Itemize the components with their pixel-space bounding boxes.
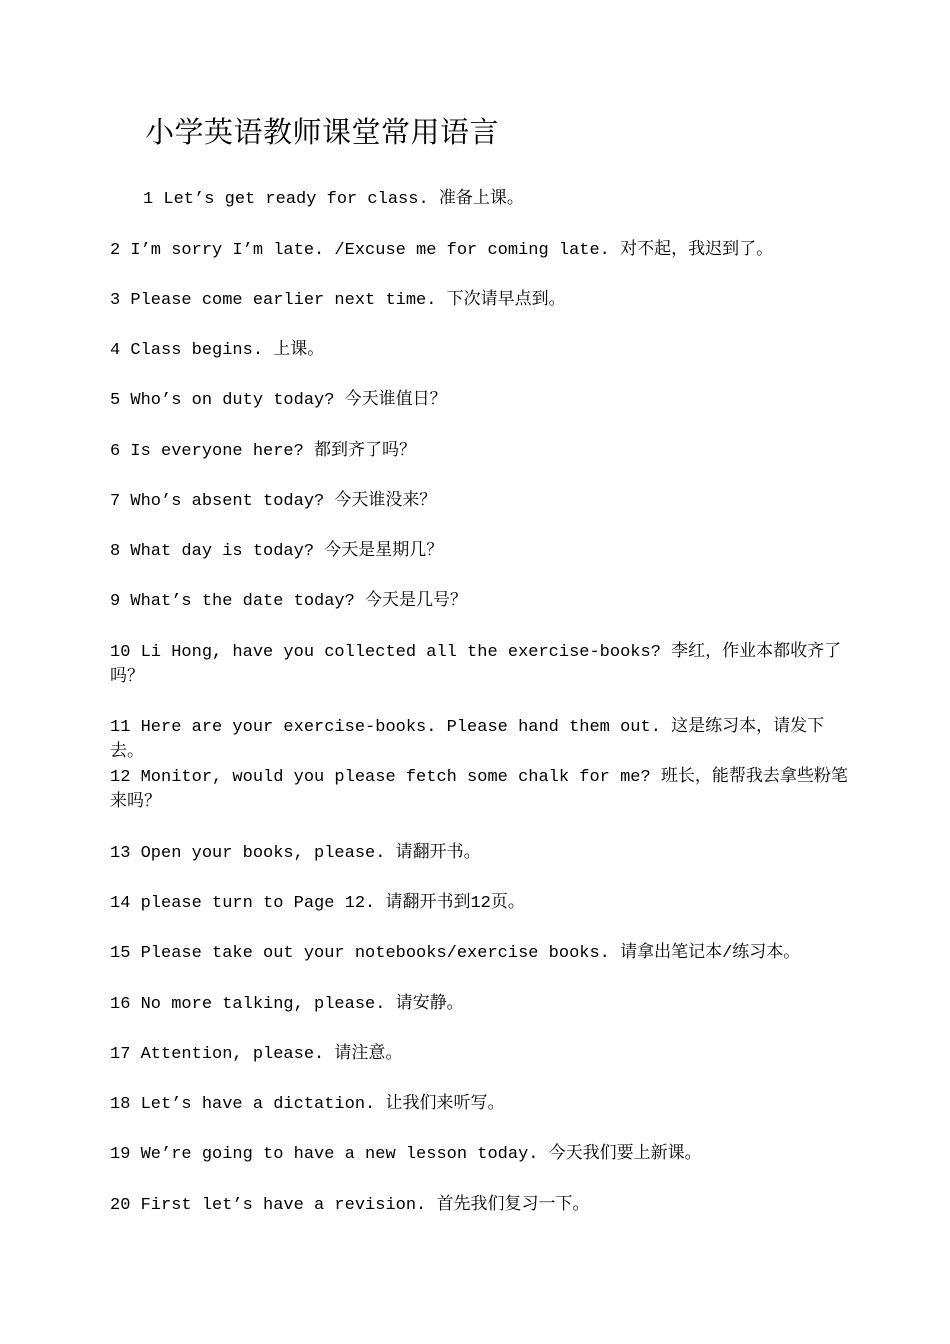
phrase-line: 7 Who’s absent today? 今天谁没来？	[110, 492, 437, 511]
phrase-line: 6 Is everyone here? 都到齐了吗？	[110, 442, 417, 461]
phrase-line: 9 What’s the date today? 今天是几号？	[110, 592, 468, 611]
phrase-line: 3 Please come earlier next time. 下次请早点到。	[110, 291, 566, 310]
phrase-line: 5 Who’s on duty today? 今天谁值日？	[110, 391, 447, 410]
phrase-line: 10 Li Hong, have you collected all the exercise-books? 李红，作业本都收齐了吗？	[110, 643, 842, 687]
phrase-line: 16 No more talking, please. 请安静。	[110, 995, 464, 1014]
phrase-line: 4 Class begins. 上课。	[110, 341, 325, 360]
phrase-line: 8 What day is today? 今天是星期几？	[110, 542, 444, 561]
phrase-line: 20 First let’s have a revision. 首先我们复习一下。	[110, 1196, 590, 1215]
phrase-line: 12 Monitor, would you please fetch some chalk for me? 班长，能帮我去拿些粉笔来吗？	[110, 768, 848, 812]
phrase-line: 2 I’m sorry I’m late. /Excuse me for coming late. 对不起，我迟到了。	[110, 241, 774, 260]
phrase-line: 15 Please take out your notebooks/exercise books. 请拿出笔记本/练习本。	[110, 944, 801, 963]
phrase-line: 17 Attention, please. 请注意。	[110, 1045, 403, 1064]
phrase-line: 13 Open your books, please. 请翻开书。	[110, 844, 481, 863]
phrase-line: 11 Here are your exercise-books. Please hand them out. 这是练习本，请发下去。	[110, 718, 825, 762]
phrase-line: 19 We’re going to have a new lesson today. 今天我们要上新课。	[110, 1145, 702, 1164]
page-title: 小学英语教师课堂常用语言	[145, 115, 500, 149]
phrase-line: 1 Let’s get ready for class. 准备上课。	[143, 190, 524, 209]
phrase-line: 18 Let’s have a dictation. 让我们来听写。	[110, 1095, 505, 1114]
phrase-line: 14 please turn to Page 12. 请翻开书到12页。	[110, 894, 525, 913]
